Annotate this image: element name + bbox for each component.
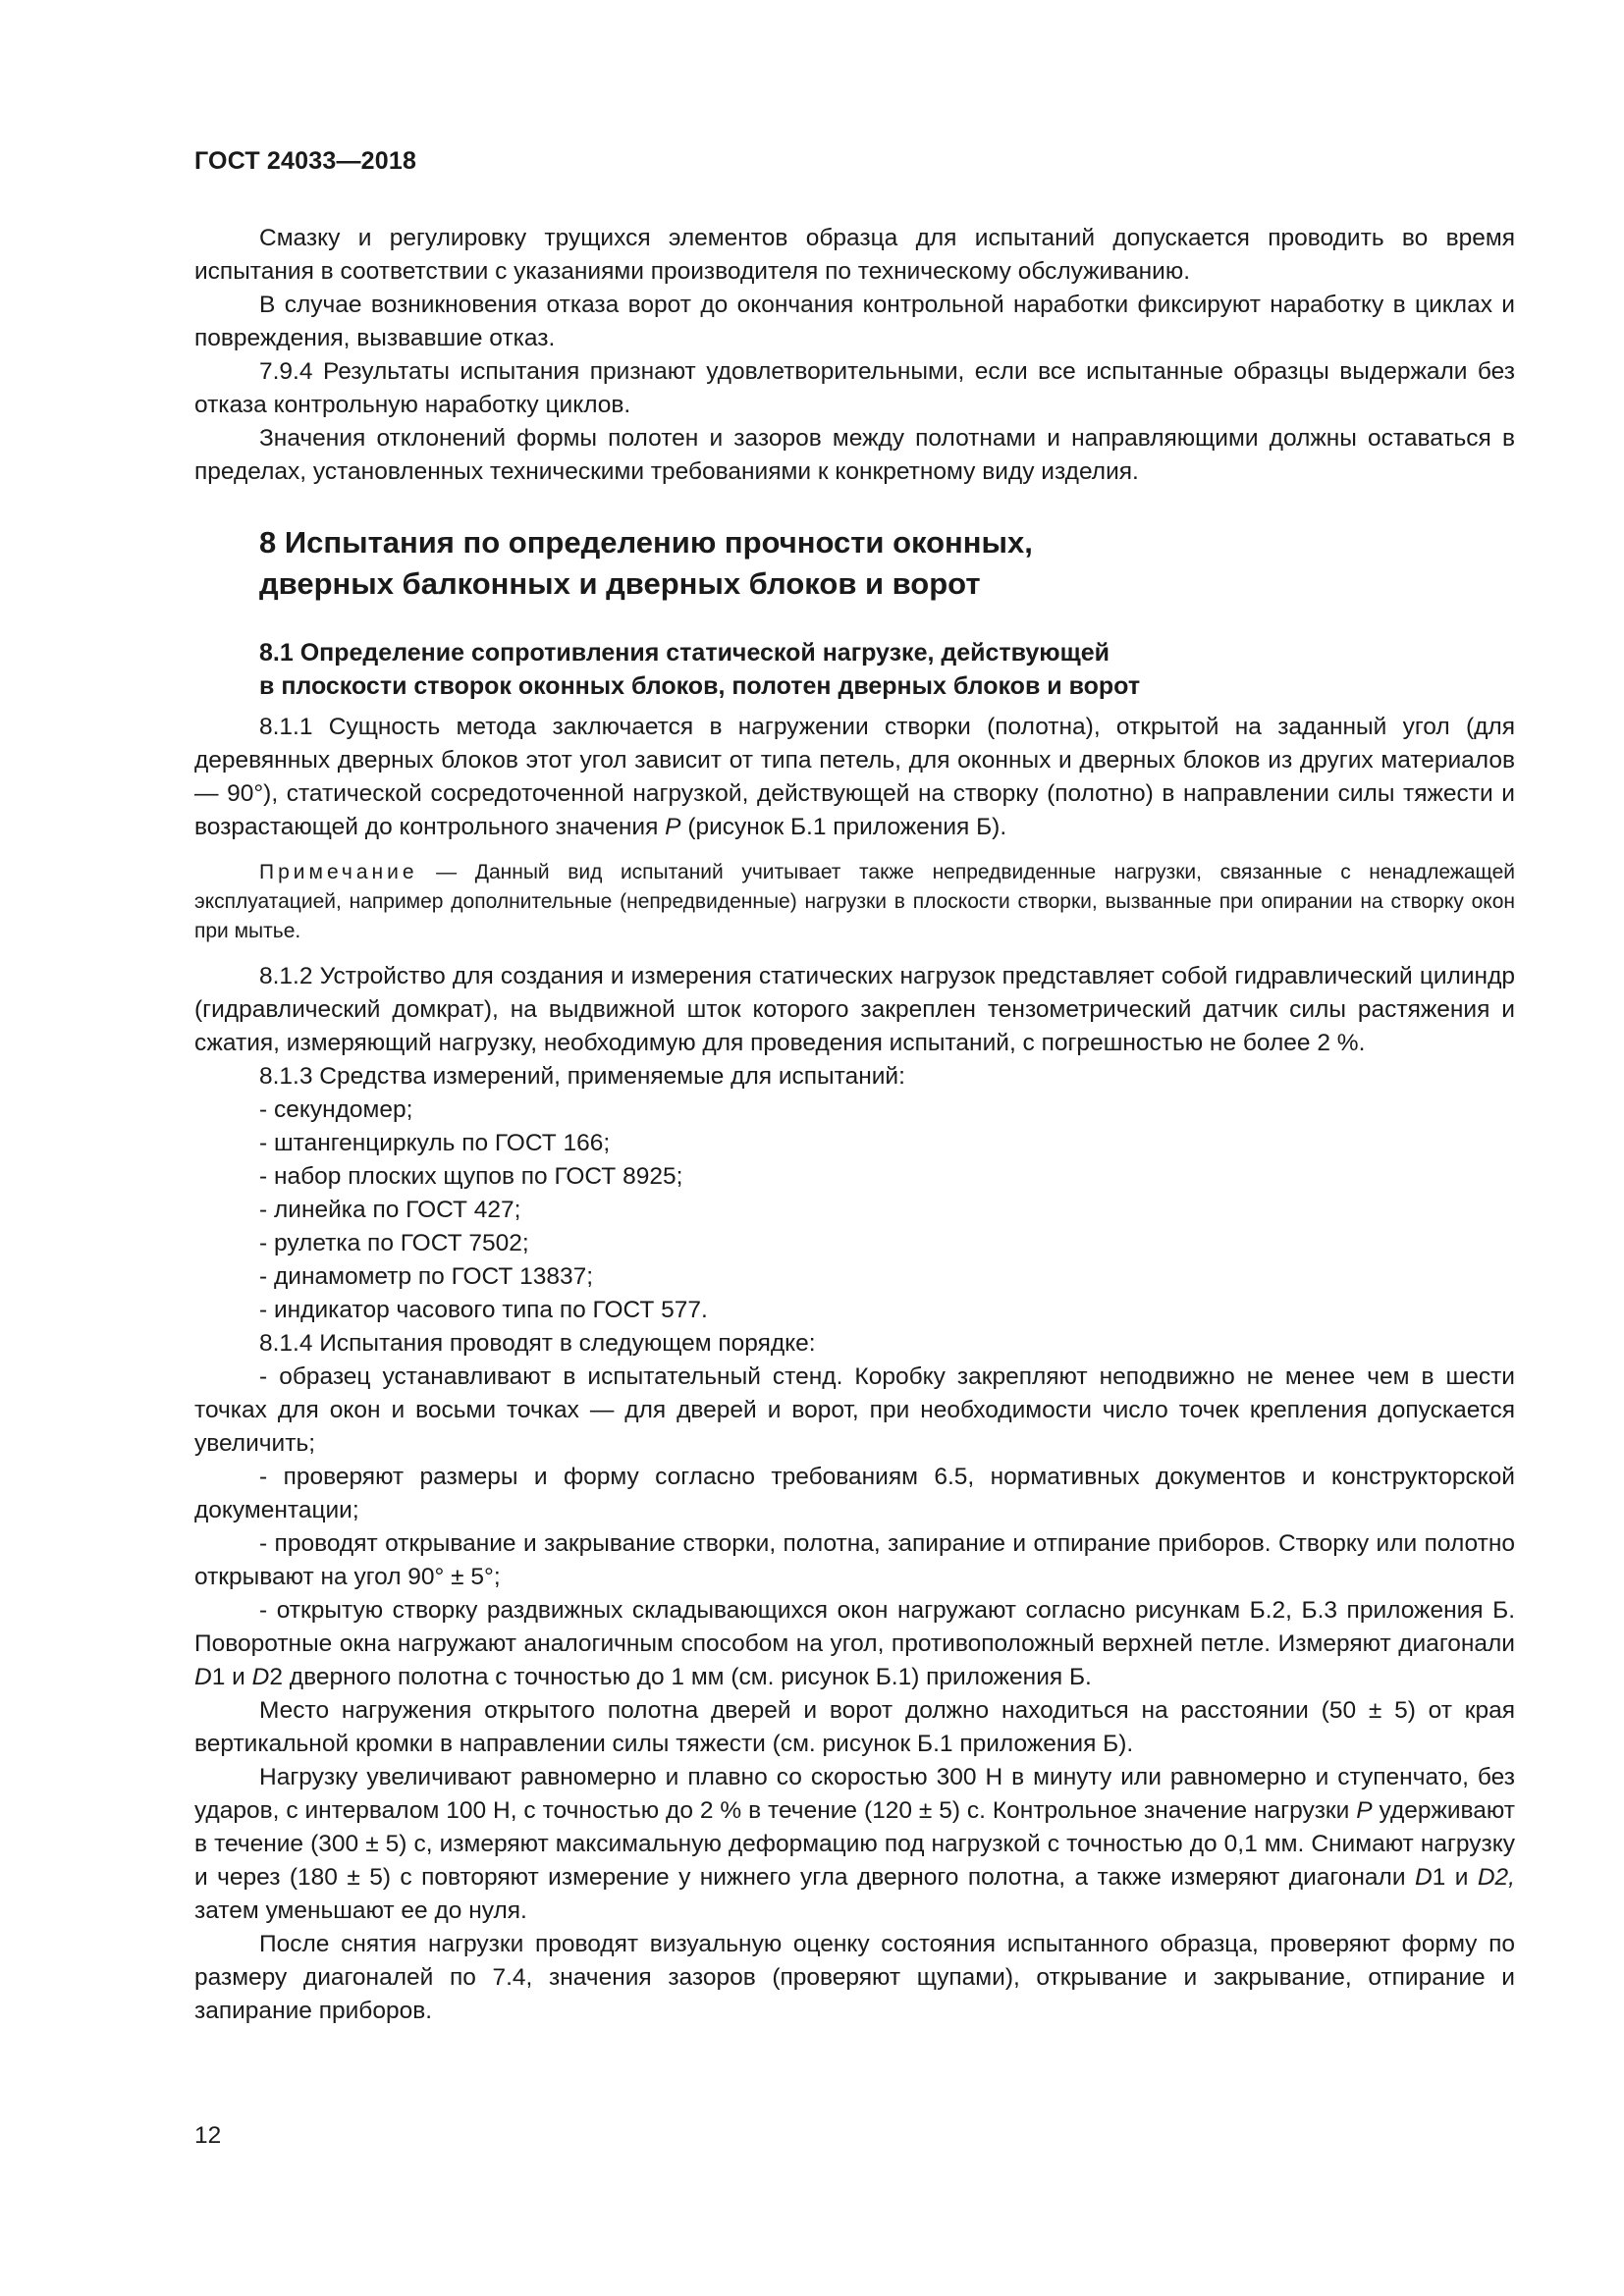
document-id: ГОСТ 24033—2018	[194, 147, 417, 175]
procedure-step: - проводят открывание и закрывание створки, полотна, запирание и отпирание приборов. Створку или полотно открывают на угол 90° ± 5°;	[194, 1530, 1515, 1590]
paragraph: Место нагружения открытого полотна дверей и ворот должно находиться на расстоянии (50 ± 5) от края вертикальной кромки в направлении силы тяжести (см. рисунок Б.1 приложения Б).	[194, 1697, 1515, 1757]
note-text: — Данный вид испытаний учитывает также непредвиденные нагрузки, связанные с ненадлежащей эксплуатацией, например дополнительные (непредвиденные) нагрузки в плоскости створки, вызванные при опирании на створку окон при мытье.	[194, 861, 1515, 942]
list-item: - индикатор часового типа по ГОСТ 577.	[259, 1297, 708, 1323]
section-8-heading-line2: дверных балконных и дверных блоков и ворот	[259, 566, 981, 601]
paragraph-813: 8.1.3 Средства измерений, применяемые для испытаний:	[259, 1063, 905, 1090]
note-label: Примечание	[259, 861, 418, 883]
note	[194, 858, 1515, 946]
procedure-step: - открытую створку раздвижных складывающихся окон нагружают согласно рисункам Б.2, Б.3 приложения Б. Поворотные окна нагружают аналогичным способом на угол, противоположный верхней петле. Измеряют диагонали D1 и D2 дверного полотна с точностью до 1 мм (см. рисунок Б.1) приложения Б.	[194, 1597, 1515, 1690]
document-body	[194, 222, 1515, 2028]
list-item: - линейка по ГОСТ 427;	[259, 1197, 521, 1223]
paragraph-812: 8.1.2 Устройство для создания и измерения статических нагрузок представляет собой гидравлический цилиндр (гидравлический домкрат), на выдвижной шток которого закреплен тензометрический датчик силы растяжения и сжатия, измеряющий нагрузку, необходимую для проведения испытаний, с погрешностью не более 2 %.	[194, 963, 1515, 1056]
procedure-step: - образец устанавливают в испытательный стенд. Коробку закрепляют неподвижно не менее чем в шести точках для окон и восьми точках — для дверей и ворот, при необходимости число точек крепления допускается увеличить;	[194, 1363, 1515, 1457]
page-number: 12	[194, 2122, 222, 2149]
paragraph: Нагрузку увеличивают равномерно и плавно со скоростью 300 Н в минуту или равномерно и ступенчато, без ударов, с интервалом 100 Н, с точностью до 2 % в течение (120 ± 5) с. Контрольное значение нагрузки Р удерживают в течение (300 ± 5) с, измеряют максимальную деформацию под нагрузкой с точностью до 0,1 мм. Снимают нагрузку и через (180 ± 5) с повторяют измерение у нижнего угла дверного полотна, а также измеряют диагонали D1 и D2, затем уменьшают ее до нуля.	[194, 1764, 1515, 1924]
list-item: - секундомер;	[259, 1096, 413, 1123]
list-item: - рулетка по ГОСТ 7502;	[259, 1230, 529, 1256]
paragraph-811: 8.1.1 Сущность метода заключается в нагружении створки (полотна), открытой на заданный угол (для деревянных дверных блоков этот угол зависит от типа петель, для оконных и дверных блоков из других материалов — 90°), статической сосредоточенной нагрузкой, действующей на створку (полотно) в направлении силы тяжести и возрастающей до контрольного значения Р (рисунок Б.1 приложения Б).	[194, 714, 1515, 840]
paragraph: В случае возникновения отказа ворот до окончания контрольной наработки фиксируют наработку в циклах и повреждения, вызвавшие отказ.	[194, 292, 1515, 351]
section-81-heading-line2: в плоскости створок оконных блоков, полотен дверных блоков и ворот	[259, 672, 1141, 700]
list-item: - динамометр по ГОСТ 13837;	[259, 1263, 594, 1290]
paragraph-794: 7.9.4 Результаты испытания признают удовлетворительными, если все испытанные образцы выдержали без отказа контрольную наработку циклов.	[194, 358, 1515, 418]
section-81-heading	[259, 636, 1515, 703]
paragraph-814: 8.1.4 Испытания проводят в следующем порядке:	[259, 1330, 816, 1357]
section-8-heading	[259, 522, 1515, 605]
list-item: - штангенциркуль по ГОСТ 166;	[259, 1130, 611, 1156]
section-81-heading-line1: 8.1 Определение сопротивления статической нагрузке, действующей	[259, 639, 1110, 667]
section-8-heading-line1: 8 Испытания по определению прочности оконных,	[259, 525, 1033, 560]
paragraph: После снятия нагрузки проводят визуальную оценку состояния испытанного образца, проверяют форму по размеру диагоналей по 7.4, значения зазоров (проверяют щупами), открывание и закрывание, отпирание и запирание приборов.	[194, 1931, 1515, 2024]
list-item: - набор плоских щупов по ГОСТ 8925;	[259, 1163, 683, 1190]
procedure-step: - проверяют размеры и форму согласно требованиям 6.5, нормативных документов и конструкторской документации;	[194, 1464, 1515, 1523]
paragraph: Значения отклонений формы полотен и зазоров между полотнами и направляющими должны оставаться в пределах, установленных техническими требованиями к конкретному виду изделия.	[194, 425, 1515, 485]
paragraph: Смазку и регулировку трущихся элементов образца для испытаний допускается проводить во время испытания в соответствии с указаниями производителя по техническому обслуживанию.	[194, 225, 1515, 285]
